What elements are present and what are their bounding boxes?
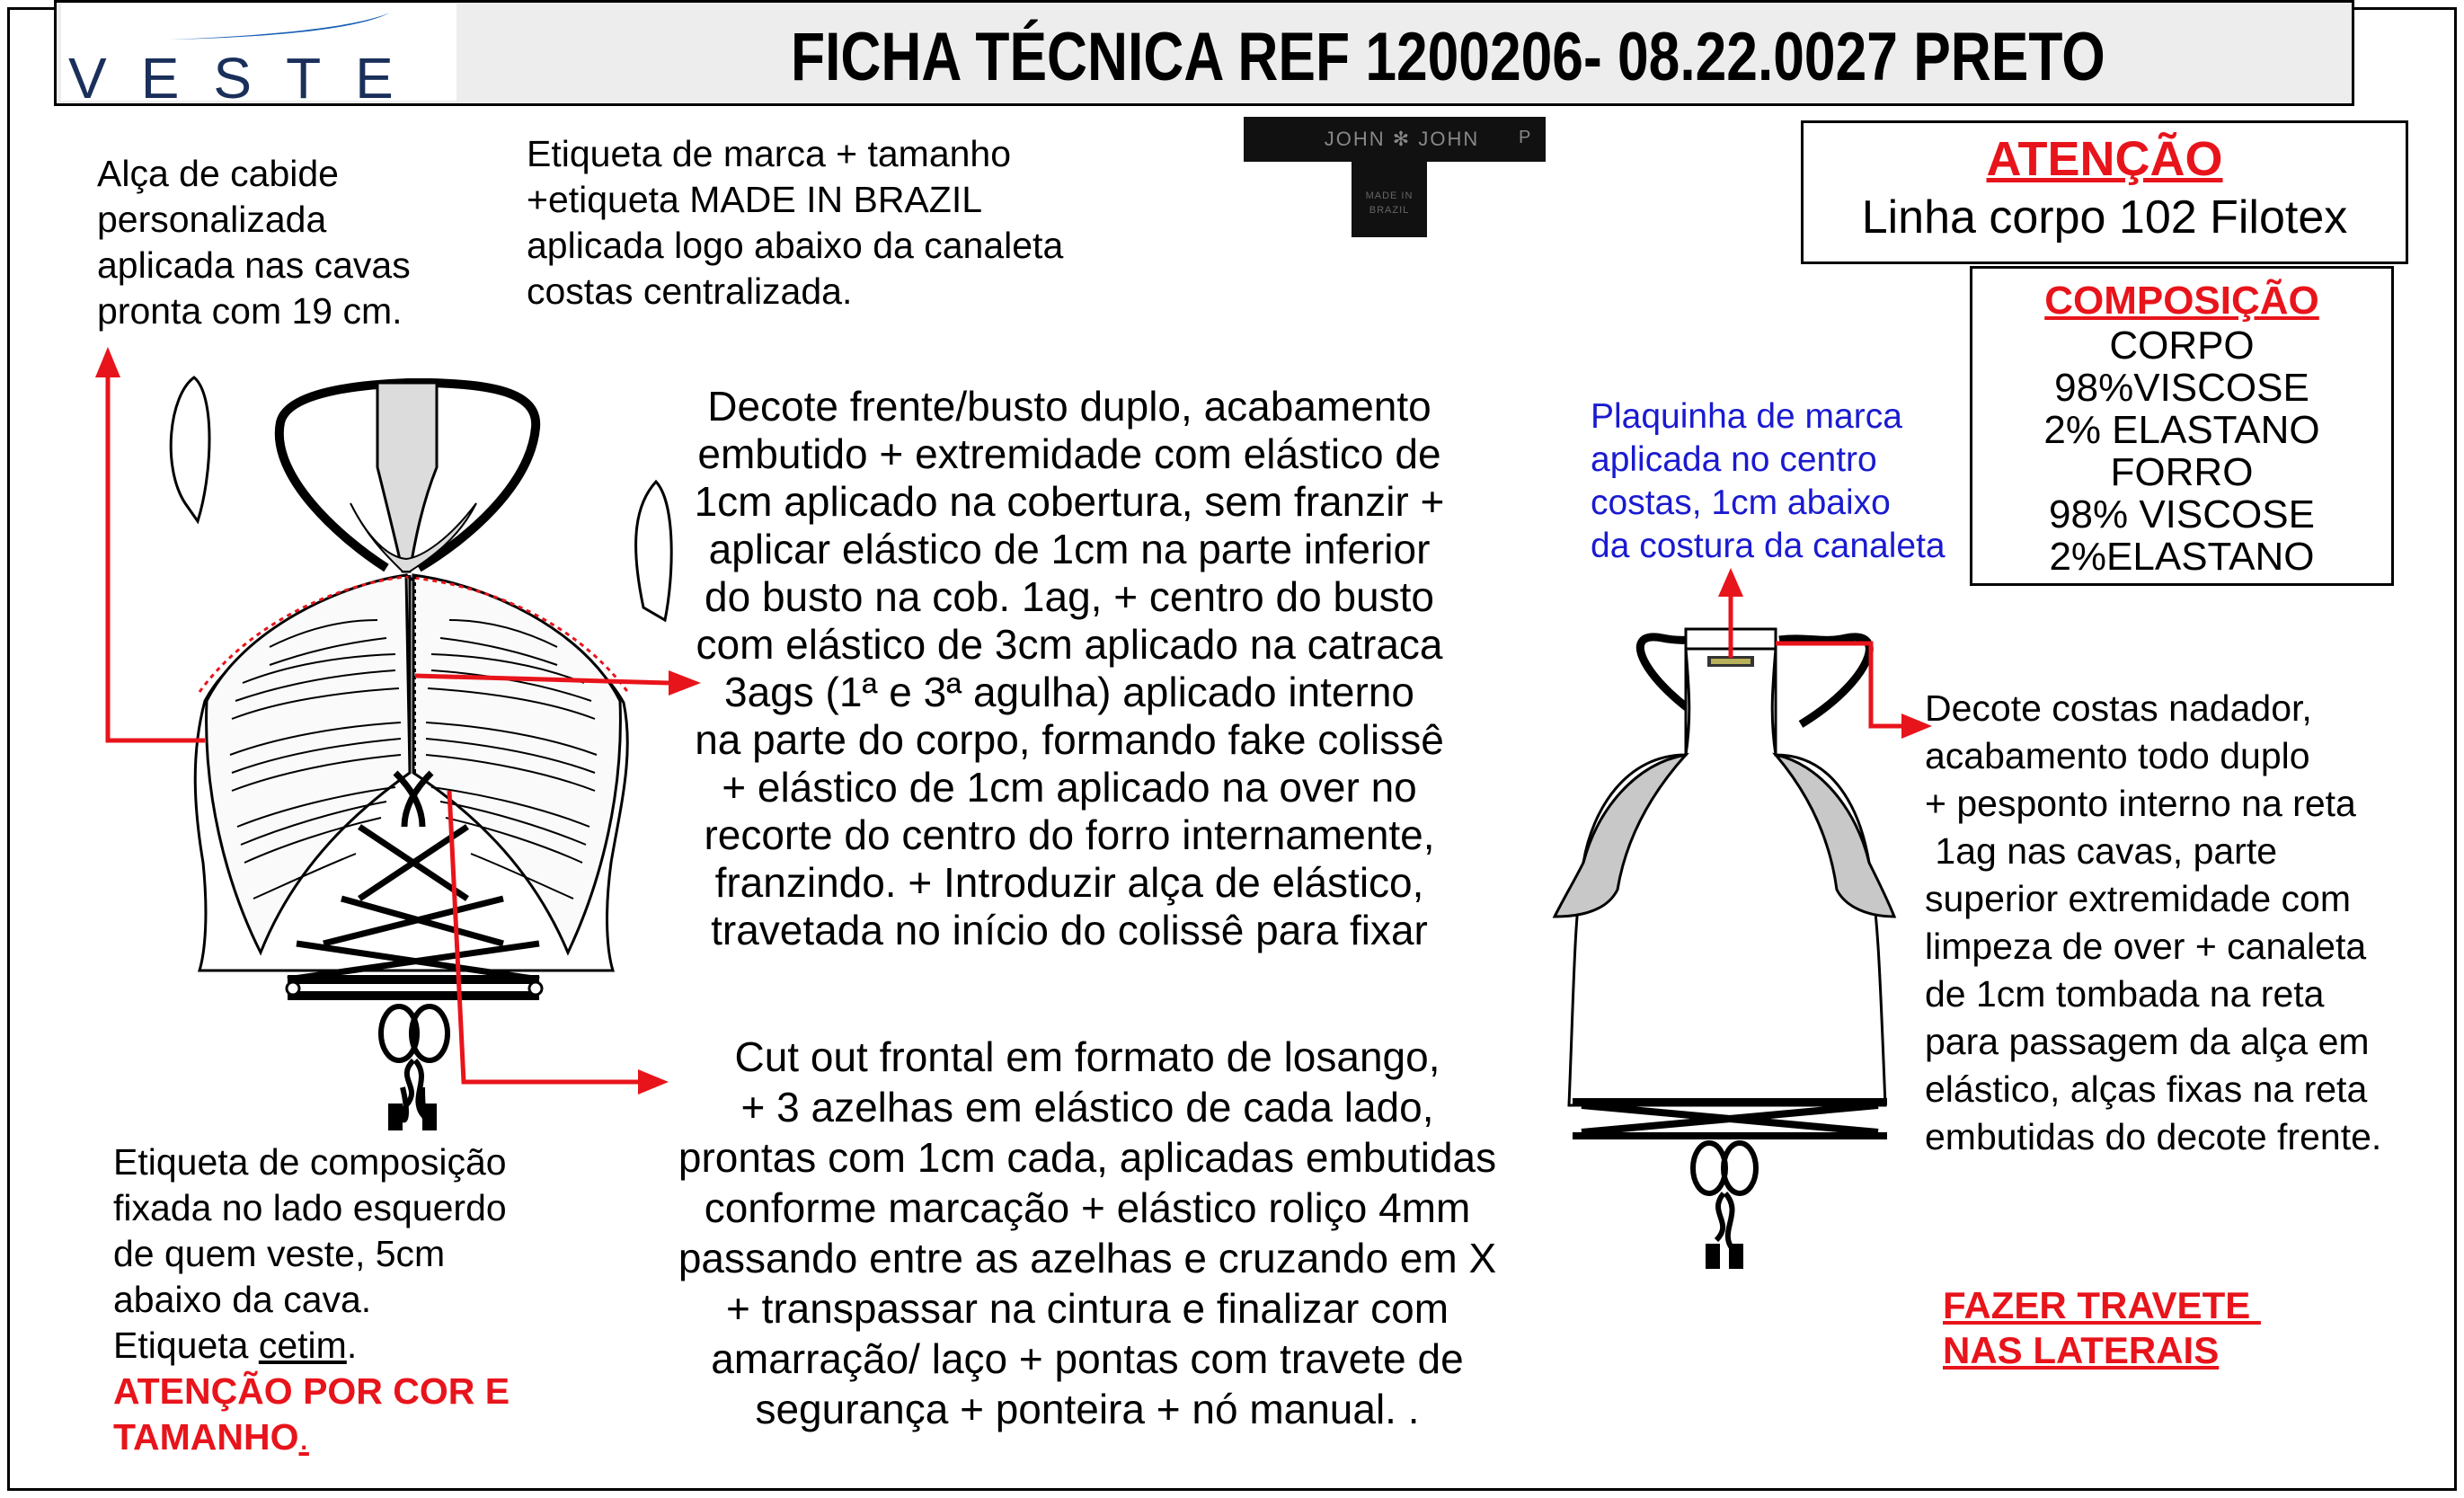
- note-line: embutidas do decote frente.: [1925, 1116, 2382, 1157]
- note-line: na parte do corpo, formando fake colissê: [695, 716, 1444, 763]
- attention-end: .: [298, 1416, 309, 1458]
- note-line: 1ag nas cavas, parte: [1925, 830, 2278, 872]
- note-line: recorte do centro do forro internamente,: [704, 811, 1435, 858]
- attention-color-size-line: [113, 1414, 510, 1460]
- cutout-note: [629, 1032, 1546, 1434]
- note-line: franzindo. + Introduzir alça de elástico,: [714, 859, 1424, 906]
- note-line: amarração/ laço + pontas com travete de: [711, 1335, 1464, 1382]
- note-line: de 1cm tombada na reta: [1925, 973, 2325, 1015]
- satin-prefix: Etiqueta: [113, 1325, 259, 1366]
- note-line: personalizada: [97, 199, 327, 240]
- plaque-note: [1591, 395, 1945, 568]
- composition-line: CORPO: [2109, 324, 2255, 368]
- note-line: 3ags (1ª e 3ª agulha) aplicado interno: [723, 669, 1414, 715]
- note-line: fixada no lado esquerdo: [113, 1187, 507, 1228]
- satin-word: cetim: [258, 1325, 347, 1366]
- satin-suffix: .: [346, 1325, 358, 1366]
- brand-label-size: P: [1519, 128, 1531, 147]
- note-line: conforme marcação + elástico roliço 4mm: [704, 1184, 1471, 1231]
- note-line: + pesponto interno na reta: [1925, 783, 2356, 824]
- composition-line: 98%VISCOSE: [2054, 366, 2309, 410]
- attention-color-size: ATENÇÃO POR COR E: [113, 1370, 510, 1412]
- note-line: acabamento todo duplo: [1925, 735, 2310, 776]
- note-line: FAZER TRAVETE: [1943, 1284, 2261, 1326]
- note-line: limpeza de over + canaleta: [1925, 926, 2367, 967]
- note-line: costas centralizada.: [527, 270, 853, 312]
- satin-line: [113, 1323, 510, 1369]
- note-line: elástico, alças fixas na reta: [1925, 1068, 2368, 1110]
- attention-size-word: TAMANHO: [113, 1416, 299, 1458]
- note-line: Etiqueta de marca + tamanho: [527, 133, 1012, 174]
- note-line: + elástico de 1cm aplicado na over no: [722, 764, 1417, 811]
- made-in-line: MADE IN: [1365, 191, 1414, 201]
- note-line: aplicar elástico de 1cm na parte inferior: [708, 526, 1431, 572]
- note-line: costas, 1cm abaixo: [1591, 483, 1891, 522]
- front-garment-drawing: [171, 377, 671, 1130]
- note-line: superior extremidade com: [1925, 878, 2351, 919]
- note-line: Cut out frontal em formato de losango,: [734, 1033, 1440, 1080]
- note-line: aplicada no centro: [1591, 440, 1877, 479]
- note-line: NAS LATERAIS: [1943, 1329, 2220, 1371]
- note-line: +etiqueta MADE IN BRAZIL: [527, 179, 983, 220]
- note-line: da costura da canaleta: [1591, 527, 1945, 565]
- note-line: 1cm aplicado na cobertura, sem franzir +: [694, 478, 1445, 525]
- note-line: + 3 azelhas em elástico de cada lado,: [740, 1084, 1434, 1130]
- hanger-note: [97, 151, 411, 334]
- note-line: do busto na cob. 1ag, + centro do busto: [705, 573, 1434, 620]
- composition-label-note: [113, 1139, 510, 1460]
- note-line: embutido + extremidade com elástico de: [697, 430, 1441, 477]
- composition-line: 2%ELASTANO: [2049, 535, 2315, 579]
- note-line: abaixo da cava.: [113, 1279, 372, 1320]
- note-line: de quem veste, 5cm: [113, 1233, 446, 1274]
- note-line: Etiqueta de composição: [113, 1141, 507, 1183]
- attention-title: ATENÇÃO: [1986, 132, 2223, 186]
- logo-text: VESTE: [68, 46, 428, 111]
- front-neckline-note: [656, 383, 1483, 954]
- note-line: travetada no início do colissê para fixar: [711, 907, 1428, 953]
- note-line: Alça de cabide: [97, 153, 339, 194]
- note-line: passando entre as azelhas e cruzando em X: [678, 1235, 1497, 1281]
- composition-line: 98% VISCOSE: [2049, 492, 2315, 536]
- back-garment-drawing: [1555, 629, 1894, 1269]
- brand-label-text: JOHN ✻ JOHN: [1324, 128, 1480, 150]
- note-line: segurança + ponteira + nó manual. .: [755, 1386, 1420, 1432]
- note-line: com elástico de 3cm aplicado na catraca: [696, 621, 1443, 668]
- note-line: aplicada nas cavas: [97, 244, 411, 286]
- brand-tag-note: [527, 131, 1063, 315]
- bartack-note: [1943, 1283, 2261, 1373]
- note-line: + transpassar na cintura e finalizar com: [725, 1285, 1449, 1332]
- note-line: Decote frente/busto duplo, acabamento: [707, 383, 1431, 430]
- note-line: Decote costas nadador,: [1925, 687, 2312, 729]
- note-line: prontas com 1cm cada, aplicadas embutidas: [678, 1134, 1497, 1181]
- back-neckline-note: [1925, 685, 2381, 1161]
- note-line: pronta com 19 cm.: [97, 290, 403, 332]
- note-line: aplicada logo abaixo da canaleta: [527, 225, 1064, 266]
- page-title: FICHA TÉCNICA REF 1200206- 08.22.0027 PRETO: [791, 19, 2105, 95]
- attention-line: Linha corpo 102 Filotex: [1861, 191, 2348, 244]
- made-in-line: BRAZIL: [1369, 205, 1410, 216]
- note-line: para passagem da alça em: [1925, 1021, 2370, 1062]
- composition-title: COMPOSIÇÃO: [2044, 279, 2319, 323]
- note-line: Plaquinha de marca: [1591, 397, 1902, 436]
- composition-line: 2% ELASTANO: [2043, 408, 2320, 452]
- composition-line: FORRO: [2110, 450, 2254, 494]
